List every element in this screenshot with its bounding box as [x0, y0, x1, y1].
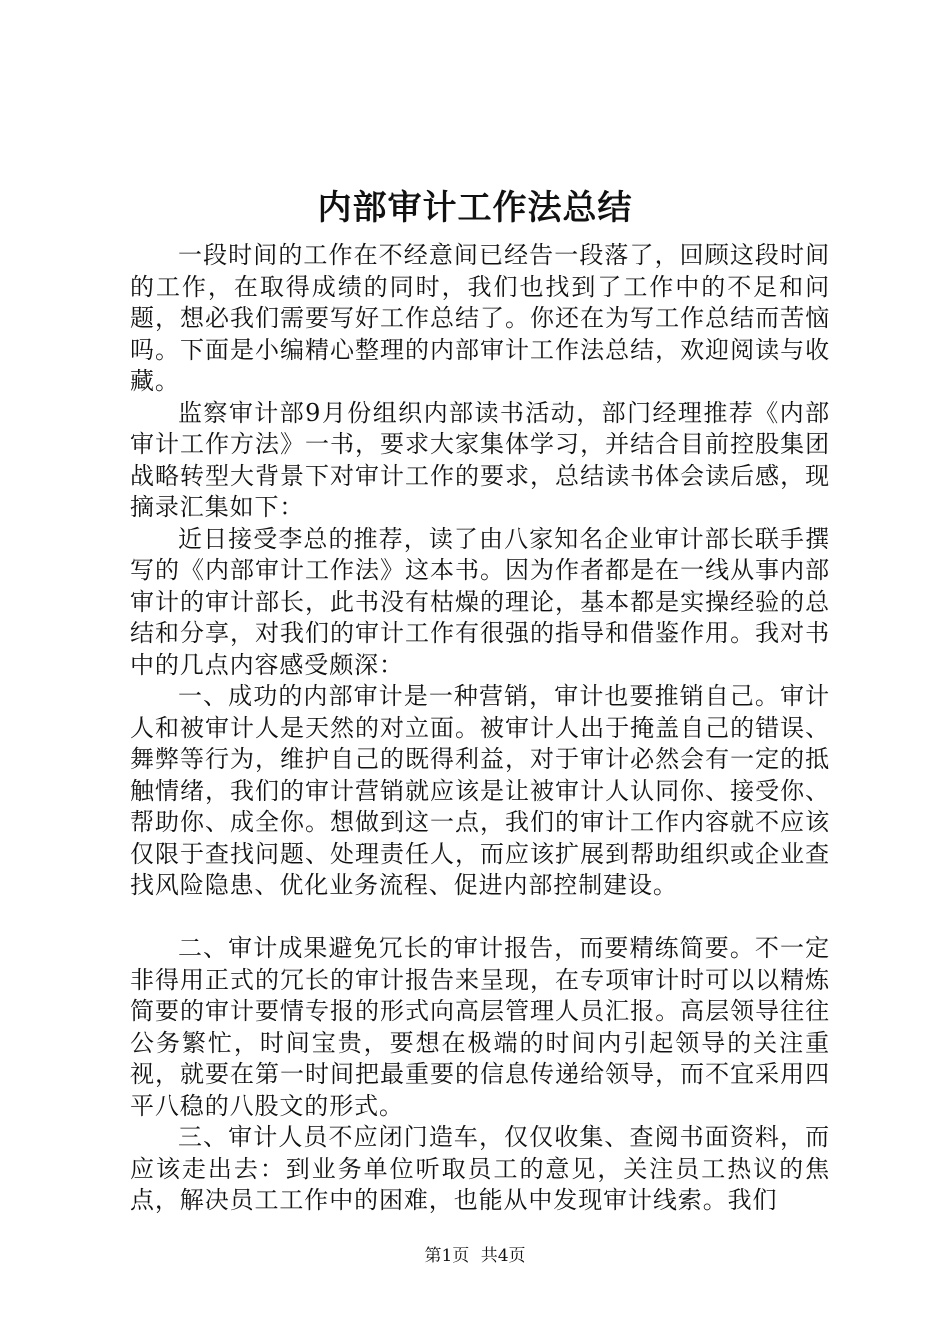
page-total: 共4页	[480, 1246, 526, 1266]
paragraph-point-three: 三、审计人员不应闭门造车，仅仅收集、查阅书面资料，而应该走出去：到业务单位听取员工的意见，关注员工热议的焦点，解决员工工作中的困难，也能从中发现审计线索。我们	[130, 1123, 830, 1214]
page-footer	[0, 1244, 950, 1268]
paragraph-recommendation: 近日接受李总的推荐，读了由八家知名企业审计部长联手撰写的《内部审计工作法》这本书。因为作者都是在一线从事内部审计的审计部长，此书没有枯燥的理论，基本都是实操经验的总结和分享，对我们的审计工作有很强的指导和借鉴作用。我对书中的几点内容感受颇深：	[130, 524, 830, 679]
paragraph-spacer	[130, 902, 830, 934]
document-title: 内部审计工作法总结	[317, 188, 633, 228]
paragraph-point-one: 一、成功的内部审计是一种营销，审计也要推销自己。审计人和被审计人是天然的对立面。被审计人出于掩盖自己的错误、舞弊等行为，维护自己的既得利益，对于审计必然会有一定的抵触情绪，我们的审计营销就应该是让被审计人认同你、接受你、帮助你、成全你。想做到这一点，我们的审计工作内容就不应该仅限于查找问题、处理责任人，而应该扩展到帮助组织或企业查找风险隐患、优化业务流程、促进内部控制建设。	[130, 682, 830, 899]
document-body	[130, 240, 830, 1217]
paragraph-activity: 监察审计部9月份组织内部读书活动，部门经理推荐《内部审计工作方法》一书，要求大家集体学习，并结合目前控股集团战略转型大背景下对审计工作的要求，总结读书体会读后感，现摘录汇集如下：	[130, 398, 830, 521]
page-number: 第1页	[424, 1246, 470, 1266]
paragraph-point-two: 二、审计成果避免冗长的审计报告，而要精练简要。不一定非得用正式的冗长的审计报告来呈现，在专项审计时可以以精炼简要的审计要情专报的形式向高层管理人员汇报。高层领导往往公务繁忙，时间宝贵，要想在极端的时间内引起领导的关注重视，就要在第一时间把最重要的信息传递给领导，而不宜采用四平八稳的八股文的形式。	[130, 934, 830, 1120]
paragraph-intro: 一段时间的工作在不经意间已经告一段落了，回顾这段时间的工作，在取得成绩的同时，我们也找到了工作中的不足和问题，想必我们需要写好工作总结了。你还在为写工作总结而苦恼吗。下面是小编精心整理的内部审计工作法总结，欢迎阅读与收藏。	[130, 241, 830, 395]
